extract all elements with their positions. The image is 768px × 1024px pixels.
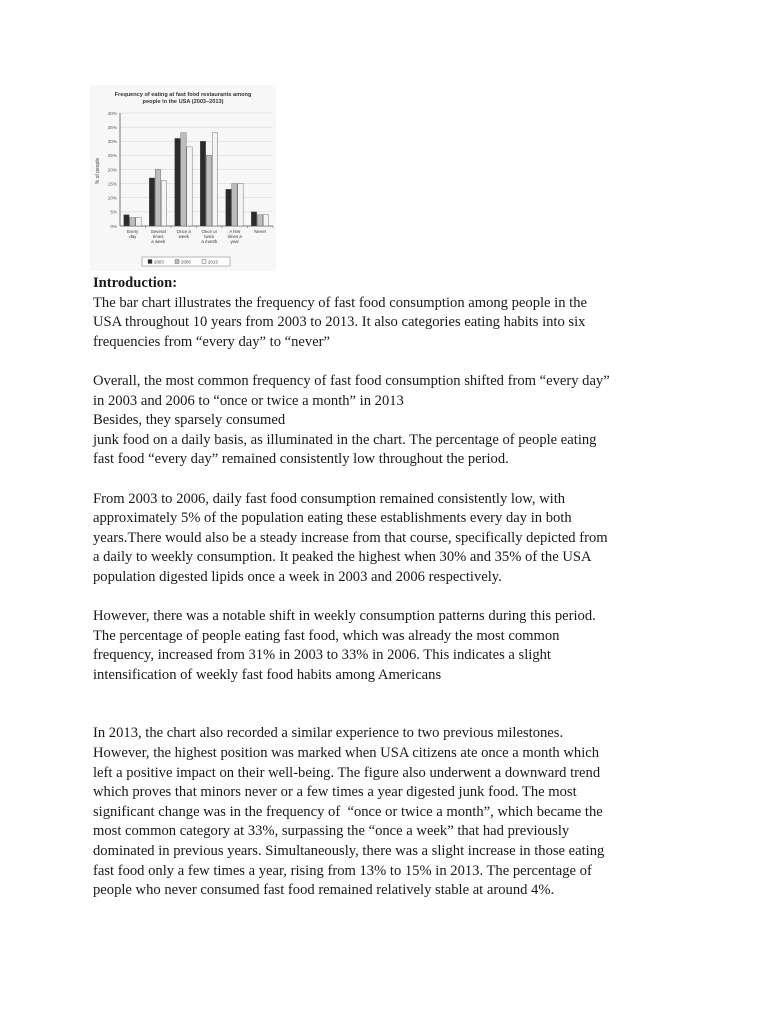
bar-2006 — [232, 184, 237, 226]
bar-chart-figure — [90, 85, 276, 271]
bar-2013 — [263, 215, 268, 226]
text-line: fast food “every day” remained consistently low throughout the period. — [93, 451, 509, 468]
bar-2006 — [155, 170, 160, 227]
y-tick-label: 15% — [107, 181, 117, 187]
paragraph — [93, 294, 693, 353]
paragraph-spacer — [93, 588, 693, 608]
text-line: fast food only a few times a year, rising from 13% to 15% in 2013. The percentage of — [93, 862, 592, 879]
x-category-label: Every — [127, 229, 139, 234]
bar-2003 — [200, 141, 205, 226]
essay-document — [93, 274, 693, 901]
text-line: dominated in previous years. Simultaneously, there was a slight increase in those eating — [93, 843, 605, 860]
chart-legend — [142, 257, 230, 266]
paragraph-spacer — [93, 352, 693, 372]
chart-grid — [120, 113, 273, 228]
text-line: However, the highest position was marked when USA citizens ate once a month which — [93, 745, 600, 762]
y-tick-label: 10% — [107, 195, 117, 201]
chart-title-line-1: Frequency of eating at fast food restaurants among — [114, 92, 252, 98]
x-category-label: Once a — [176, 229, 191, 234]
y-axis-label: % of people — [95, 157, 101, 185]
text-line: In 2013, the chart also recorded a similar experience to two previous milestones. — [93, 725, 564, 742]
text-line: approximately 5% of the population eating these establishments every day in both — [93, 510, 572, 527]
bar-2003 — [251, 212, 256, 226]
paragraph — [93, 490, 693, 588]
bar-2013 — [238, 184, 243, 226]
x-category-label: year — [230, 239, 240, 244]
bar-2006 — [130, 218, 135, 226]
text-line: a daily to weekly consumption. It peaked the highest when 30% and 35% of the USA — [93, 549, 592, 566]
legend-swatch-2006 — [175, 260, 179, 264]
x-category-label: a month — [201, 239, 218, 244]
essay-body — [93, 294, 693, 901]
text-line: Overall, the most common frequency of fast food consumption shifted from “every day” — [93, 372, 610, 389]
text-line: population digested lipids once a week in 2003 and 2006 respectively. — [93, 568, 502, 585]
text-line: The bar chart illustrates the frequency of fast food consumption among people in the — [93, 294, 588, 311]
x-category-label: Once or — [201, 229, 218, 234]
paragraph — [93, 607, 693, 685]
text-line: From 2003 to 2006, daily fast food consumption remained consistently low, with — [93, 490, 566, 507]
legend-label: 2013 — [208, 259, 218, 265]
bar-chart — [90, 85, 276, 271]
text-line: left a positive impact on their well-being. The figure also underwent a downward trend — [93, 764, 601, 781]
x-category-label: week — [178, 234, 189, 239]
text-line: USA throughout 10 years from 2003 to 2013. It also categories eating habits into six — [93, 314, 586, 331]
paragraph-spacer — [93, 470, 693, 490]
bar-2006 — [257, 215, 262, 226]
text-line: The percentage of people eating fast food, which was already the most common — [93, 627, 560, 644]
bar-2013 — [187, 147, 192, 226]
text-line: which proves that minors never or a few times a year digested junk food. The most — [93, 784, 577, 801]
x-category-label: a week — [151, 239, 166, 244]
bar-2003 — [124, 215, 129, 226]
paragraph-spacer — [93, 685, 693, 724]
paragraph — [93, 724, 693, 900]
legend-label: 2006 — [181, 259, 191, 265]
chart-title-line-2: people in the USA (2003–2013) — [142, 99, 224, 105]
x-category-label: Never — [254, 229, 267, 234]
y-tick-label: 0% — [110, 223, 117, 229]
legend-swatch-2013 — [202, 260, 206, 264]
y-tick-label: 5% — [110, 209, 117, 215]
x-category-label: Several — [150, 229, 166, 234]
introduction-heading: Introduction: — [93, 275, 178, 291]
bar-2006 — [206, 155, 211, 226]
y-axis-ticks — [108, 111, 117, 229]
paragraph — [93, 372, 693, 470]
x-axis-labels — [127, 229, 267, 244]
bar-2013 — [161, 181, 166, 226]
y-tick-label: 35% — [107, 124, 117, 130]
text-line: junk food on a daily basis, as illuminated in the chart. The percentage of people eating — [93, 431, 597, 448]
text-line: frequency, increased from 31% in 2003 to 33% in 2006. This indicates a slight — [93, 647, 551, 664]
y-tick-label: 25% — [107, 153, 117, 159]
text-line: Besides, they sparsely consumed — [93, 412, 286, 429]
y-tick-label: 20% — [107, 167, 117, 173]
y-tick-label: 30% — [107, 139, 117, 145]
text-line: people who never consumed fast food remained relatively stable at around 4%. — [93, 882, 555, 899]
x-category-label: times a — [227, 234, 242, 239]
x-category-label: twice — [204, 234, 215, 239]
text-line: years.There would also be a steady increase from that course, specifically depicted from — [93, 529, 608, 546]
bar-2003 — [149, 178, 154, 226]
text-line: most common category at 33%, surpassing the “once a week” that had previously — [93, 823, 570, 840]
x-category-label: day — [129, 234, 137, 239]
y-tick-label: 40% — [107, 110, 117, 116]
bar-2013 — [212, 133, 217, 226]
text-line: intensification of weekly fast food habits among Americans — [93, 666, 442, 683]
legend-label: 2003 — [154, 259, 164, 265]
text-line: in 2003 and 2006 to “once or twice a month” in 2013 — [93, 392, 404, 409]
x-category-label: A few — [229, 229, 241, 234]
bar-2013 — [136, 218, 141, 226]
text-line: significant change was in the frequency of “once or twice a month”, which became the — [93, 803, 603, 820]
legend-swatch-2003 — [148, 260, 152, 264]
bar-2006 — [181, 133, 186, 226]
bar-2003 — [175, 138, 180, 226]
text-line: frequencies from “every day” to “never” — [93, 333, 331, 350]
text-line: However, there was a notable shift in weekly consumption patterns during this period. — [93, 608, 596, 625]
bar-2003 — [226, 189, 231, 226]
x-category-label: times — [153, 234, 164, 239]
